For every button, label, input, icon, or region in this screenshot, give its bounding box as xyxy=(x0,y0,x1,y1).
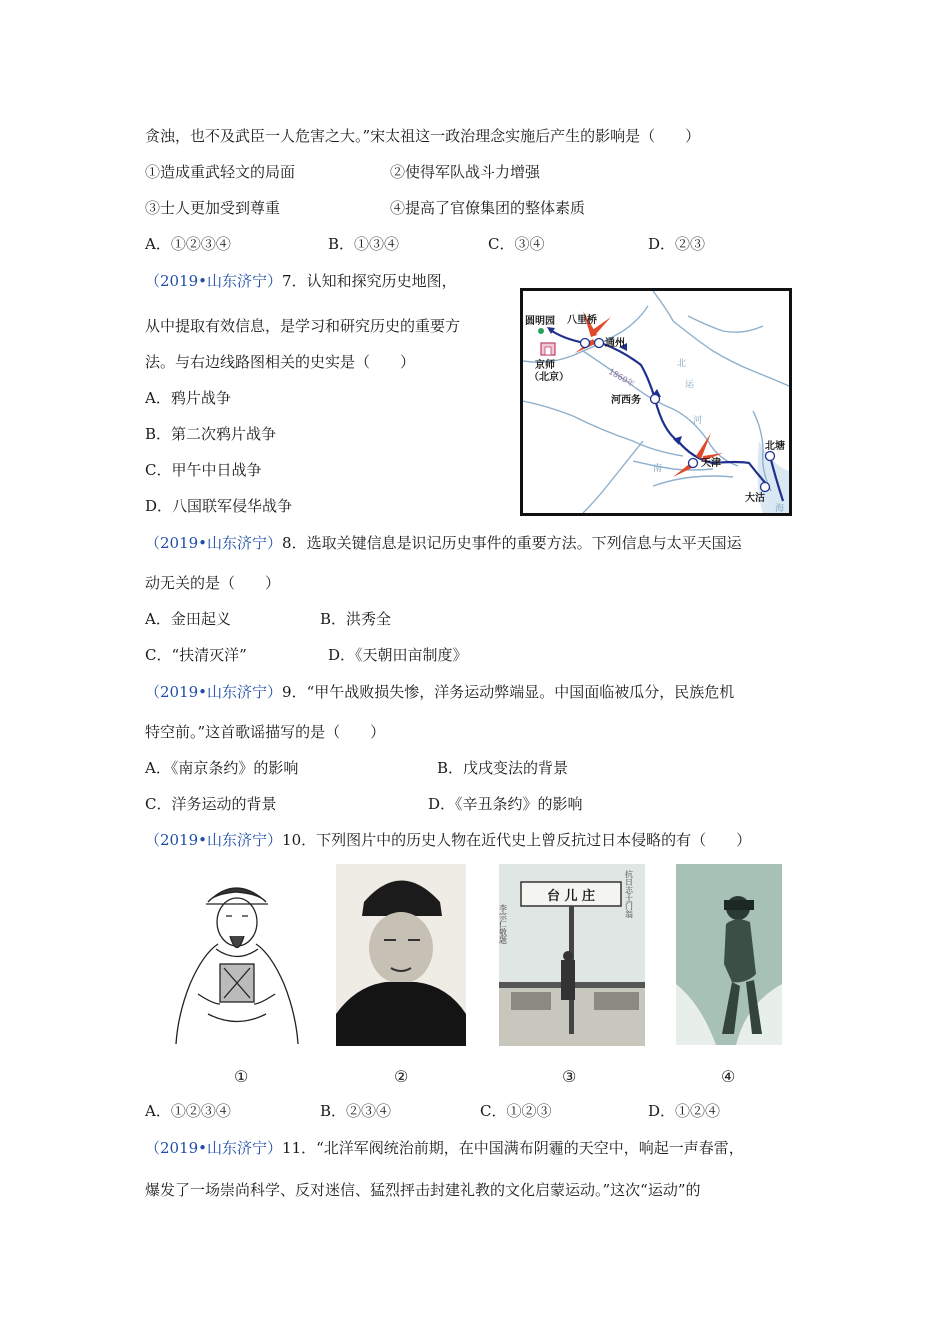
photo-4-soldier xyxy=(676,864,782,1045)
q10-option-a[interactable]: A．①②③④ xyxy=(145,1102,231,1120)
map-label-yuanmingyuan: 圆明园 xyxy=(525,316,555,327)
q6-option-b[interactable]: B．①③④ xyxy=(328,235,400,253)
q9-option-c[interactable]: C．洋务运动的背景 xyxy=(145,795,277,813)
map-label-dagu: 大沽 xyxy=(745,493,765,504)
q8-option-d[interactable]: D．《天朝田亩制度》 xyxy=(328,646,468,664)
map-label-hexiwu: 河西务 xyxy=(611,395,641,406)
map-label-river-bei: 北 xyxy=(677,359,687,369)
q6-stem-tail: 贪浊，也不及武臣一人危害之大。”宋太祖这一政治理念实施后产生的影响是（ ） xyxy=(145,127,701,145)
q6-option-a[interactable]: A．①②③④ xyxy=(145,235,231,253)
q11-source: （2019•山东济宁） xyxy=(145,1139,283,1157)
map-label-river-he: 河 xyxy=(693,416,703,426)
q7-source: （2019•山东济宁） xyxy=(145,272,283,290)
map-label-river-nan: 南 xyxy=(653,464,663,474)
map-label-river-hai: 海 xyxy=(775,504,785,513)
map-label-tongzhou: 通州 xyxy=(605,338,625,349)
q8-source: （2019•山东济宁） xyxy=(145,534,283,552)
q7-option-b[interactable]: B．第二次鸦片战争 xyxy=(145,425,277,443)
map-label-river-yun: 运 xyxy=(685,380,695,390)
photo-1-portrait-sketch xyxy=(168,864,305,1044)
q9-option-a[interactable]: A．《南京条约》的影响 xyxy=(145,759,299,777)
q9-option-d[interactable]: D．《辛丑条约》的影响 xyxy=(428,795,583,813)
q10-option-c[interactable]: C．①②③ xyxy=(480,1102,552,1120)
q8-option-c[interactable]: C．“扶清灭洋” xyxy=(145,646,247,664)
map-label-beijing: （北京） xyxy=(529,372,569,383)
q9-stem-line-2: 特空前。”这首歌谣描写的是（ ） xyxy=(145,723,386,741)
q7-option-c[interactable]: C．甲午中日战争 xyxy=(145,461,262,479)
photo-3-caption: ③ xyxy=(562,1067,577,1086)
q8-stem-line-2: 动无关的是（ ） xyxy=(145,574,281,592)
q7-stem-line-2: 从中提取有效信息，是学习和研究历史的重要方 xyxy=(145,317,461,335)
q6-item-1: ①造成重武轻文的局面 xyxy=(145,163,296,181)
q9-option-b[interactable]: B．戊戌变法的背景 xyxy=(437,759,569,777)
q10-source: （2019•山东济宁） xyxy=(145,831,283,849)
q10-stem: （2019•山东济宁）10．下列图片中的历史人物在近代史上曾反抗过日本侵略的有（ ） xyxy=(145,831,752,849)
taierzhuang-sign-text: 台 儿 庄 xyxy=(546,889,596,904)
map-label-tianjin: 天津 xyxy=(701,458,721,469)
q6-item-3: ③士人更加受到尊重 xyxy=(145,199,281,217)
q7-stem-line-1: （2019•山东济宁）7．认知和探究历史地图， xyxy=(145,272,457,290)
q9-source: （2019•山东济宁） xyxy=(145,683,283,701)
taierzhuang-left-inscription: 李宗仁敬题 xyxy=(499,904,508,944)
q7-option-a[interactable]: A．鸦片战争 xyxy=(145,389,231,407)
photo-2-caption: ② xyxy=(394,1067,409,1086)
q6-option-c[interactable]: C．③④ xyxy=(488,235,545,253)
taierzhuang-right-inscription: 抗日志士门翁 xyxy=(624,870,634,918)
map-label-beitang: 北塘 xyxy=(765,441,785,452)
map-label-baliqiao: 八里桥 xyxy=(567,315,597,326)
q8-option-a[interactable]: A．金田起义 xyxy=(145,610,231,628)
photo-2-portrait xyxy=(336,864,466,1046)
photo-4-caption: ④ xyxy=(721,1067,736,1086)
q9-stem-line-1: （2019•山东济宁）9．“甲午战败损失惨，洋务运动弊端显。中国面临被瓜分，民族危机 xyxy=(145,683,735,701)
q10-option-d[interactable]: D．①②④ xyxy=(648,1102,721,1120)
route-map xyxy=(520,288,792,516)
q11-stem-line-2: 爆发了一场崇尚科学、反对迷信、猛烈抨击封建礼教的文化启蒙运动。”这次“运动”的 xyxy=(145,1181,701,1199)
photo-3-taierzhuang xyxy=(499,864,645,1046)
q7-option-d[interactable]: D．八国联军侵华战争 xyxy=(145,497,293,515)
q8-option-b[interactable]: B．洪秀全 xyxy=(320,610,392,628)
q10-option-b[interactable]: B．②③④ xyxy=(320,1102,392,1120)
photo-1-caption: ① xyxy=(234,1067,249,1086)
q7-stem-line-3: 法。与右边线路图相关的史实是（ ） xyxy=(145,353,416,371)
capital-icon xyxy=(541,343,555,355)
q6-item-2: ②使得军队战斗力增强 xyxy=(390,163,541,181)
q6-item-4: ④提高了官僚集团的整体素质 xyxy=(390,199,586,217)
q8-stem-line-1: （2019•山东济宁）8．选取关键信息是识记历史事件的重要方法。下列信息与太平天国运 xyxy=(145,534,742,552)
map-label-jingshi: 京师 xyxy=(535,360,555,371)
q6-option-d[interactable]: D．②③ xyxy=(648,235,706,253)
map-label-year: 1860年 xyxy=(607,366,637,389)
q11-stem-line-1: （2019•山东济宁）11．“北洋军阀统治前期，在中国满布阴霾的天空中，响起一声春雷， xyxy=(145,1139,744,1157)
